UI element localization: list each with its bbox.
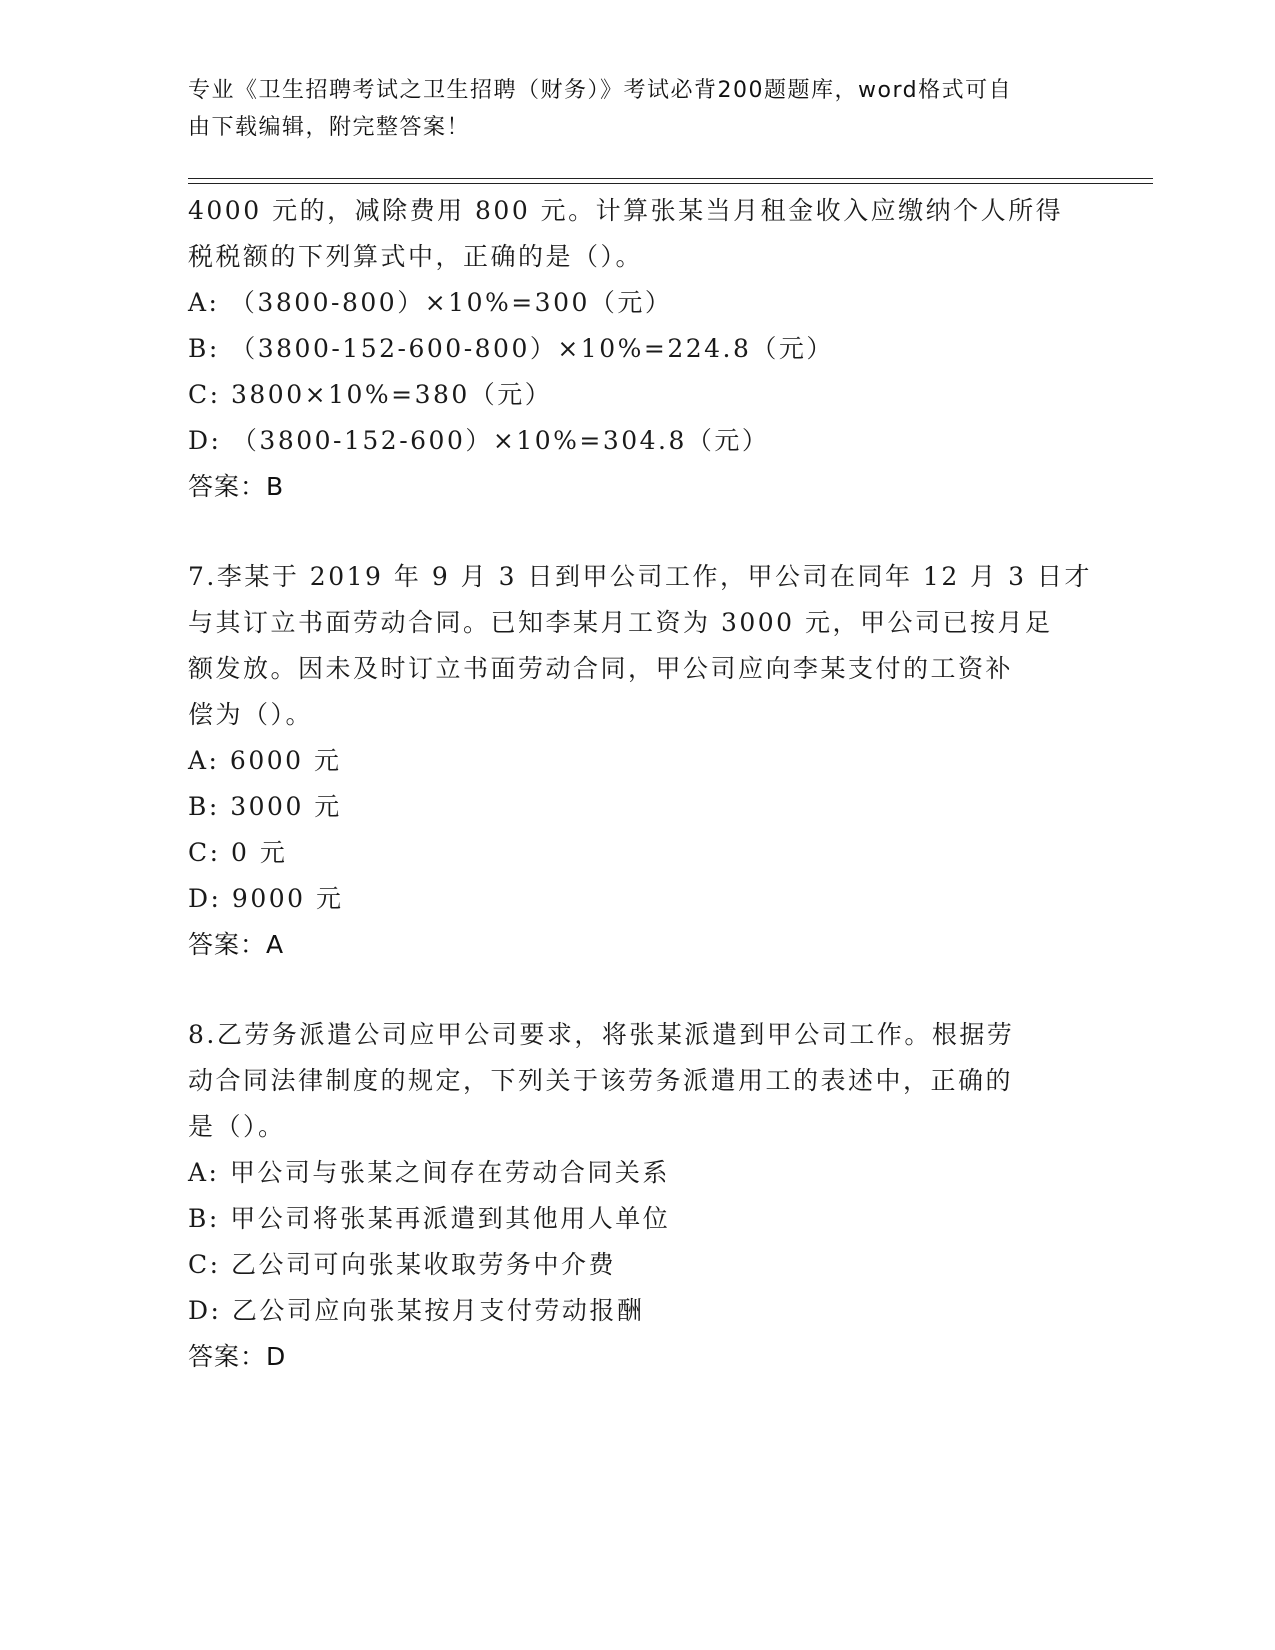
option-b: B: 3000 元 [188,792,342,821]
answer-line: 答案：A [188,930,285,959]
option-d: D: 9000 元 [188,884,344,913]
option-a: A: 6000 元 [188,746,342,775]
question-stem-line: 4000 元的，减除费用 800 元。计算张某当月租金收入应缴纳个人所得 [188,196,1064,225]
header-divider-top [188,178,1153,179]
option-c: C: 3800×10%=380（元） [188,380,553,409]
header-line-2: 由下载编辑，附完整答案！ [188,115,471,140]
question-7 [188,554,1092,968]
answer-line: 答案：B [188,472,285,501]
question-stem-line: 与其订立书面劳动合同。已知李某月工资为 3000 元，甲公司已按月足 [188,608,1053,637]
question-6 [188,188,1088,510]
question-stem-line: 是（）。 [188,1112,286,1141]
document-header [188,72,1068,146]
header-divider-bottom [188,183,1153,184]
question-stem-line: 8.乙劳务派遣公司应甲公司要求，将张某派遣到甲公司工作。根据劳 [188,1020,1015,1049]
option-d: D: 乙公司应向张某按月支付劳动报酬 [188,1296,645,1325]
option-b: B: （3800-152-600-800）×10%=224.8（元） [188,334,834,363]
question-spacer [188,968,1088,1012]
option-c: C: 乙公司可向张某收取劳务中介费 [188,1250,616,1279]
answer-line: 答案：D [188,1342,287,1371]
header-line-1: 专业《卫生招聘考试之卫生招聘（财务）》考试必背200题题库，word格式可自 [188,78,1013,103]
question-8 [188,1012,1088,1380]
option-d: D: （3800-152-600）×10%=304.8（元） [188,426,770,455]
document-body [188,188,1092,1380]
option-a: A: （3800-800）×10%=300（元） [188,288,673,317]
question-stem-line: 偿为（）。 [188,700,314,729]
question-stem-line: 额发放。因未及时订立书面劳动合同，甲公司应向李某支付的工资补 [188,654,1014,683]
question-stem-line: 动合同法律制度的规定，下列关于该劳务派遣用工的表述中，正确的 [188,1066,1014,1095]
option-a: A: 甲公司与张某之间存在劳动合同关系 [188,1158,670,1187]
option-c: C: 0 元 [188,838,288,867]
question-stem-line: 7.李某于 2019 年 9 月 3 日到甲公司工作，甲公司在同年 12 月 3 日才 [188,562,1092,591]
question-stem-line: 税税额的下列算式中，正确的是（）。 [188,242,644,271]
option-b: B: 甲公司将张某再派遣到其他用人单位 [188,1204,671,1233]
question-spacer [188,510,1088,554]
